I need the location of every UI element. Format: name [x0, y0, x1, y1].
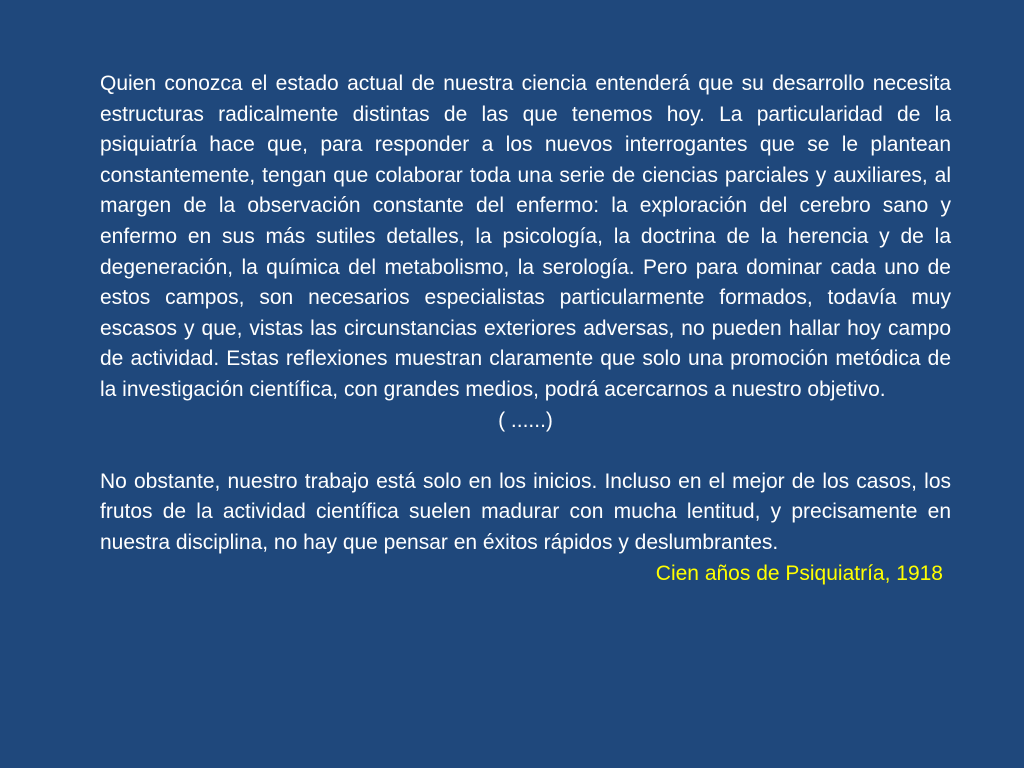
quote-paragraph-2: No obstante, nuestro trabajo está solo en los inicios. Incluso en el mejor de los casos, los frutos de la actividad científica suelen madurar con mucha lentitud, y precisamente en nuestra disciplina, no hay que pensar en éxitos rápidos y deslumbrantes.: [100, 469, 951, 554]
quote-paragraph-1: Quien conozca el estado actual de nuestra ciencia entenderá que su desarrollo necesita estructuras radicalmente distintas de las que tenemos hoy. La particularidad de la psiquiatría hace que, para responder a los nuevos interrogantes que se le plantean constantemente, tengan que colaborar toda una serie de ciencias parciales y auxiliares, al margen de la observación constante del enfermo: la exploración del cerebro sano y enfermo en sus más sutiles detalles, la psicología, la doctrina de la herencia y de la degeneración, la química del metabolismo, la serología. Pero para dominar cada uno de estos campos, son necesarios especialistas particularmente formados, todavía muy escasos y que, vistas las circunstancias exteriores adversas, no pueden hallar hoy campo de actividad. Estas reflexiones muestran claramente que solo una promoción metódica de la investigación científica, con grandes medios, podrá acercarnos a nuestro objetivo.: [100, 72, 951, 401]
quote-block: [100, 69, 951, 589]
omission-ellipsis: ( ......): [498, 408, 553, 432]
paragraph-spacer: [100, 436, 951, 467]
quote-attribution: Cien años de Psiquiatría, 1918: [655, 561, 943, 585]
